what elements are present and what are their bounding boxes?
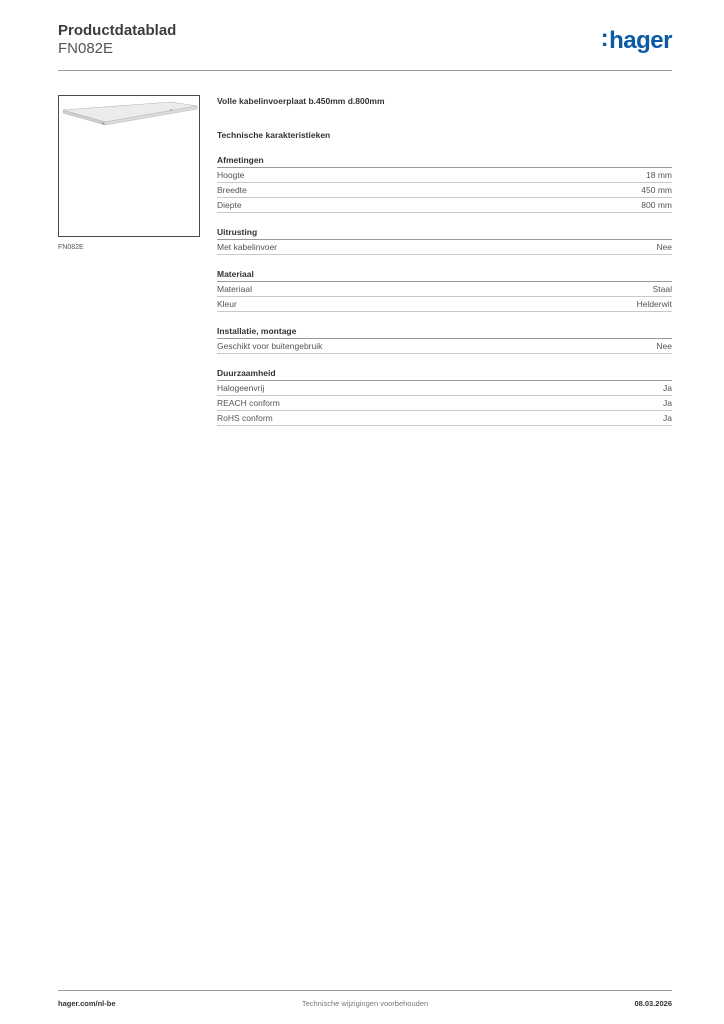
spec-section-sustainability [217, 368, 672, 426]
spec-section-installation [217, 326, 672, 354]
spec-label: Breedte [217, 185, 247, 195]
section-title: Afmetingen [217, 155, 672, 168]
spec-label: Diepte [217, 200, 242, 210]
hager-logo: :hager [600, 25, 672, 54]
spec-label: Hoogte [217, 170, 245, 180]
footer-website: hager.com/nl-be [58, 999, 116, 1008]
section-title: Installatie, montage [217, 326, 672, 339]
footer-date: 08.03.2026 [634, 999, 672, 1008]
spec-label: RoHS conform [217, 413, 273, 423]
spec-section-material [217, 269, 672, 312]
section-title: Duurzaamheid [217, 368, 672, 381]
spec-label: Met kabelinvoer [217, 242, 278, 252]
spec-value: 450 mm [641, 185, 672, 195]
spec-label: Materiaal [217, 284, 252, 294]
spec-row [217, 297, 672, 312]
product-name: Volle kabelinvoerplaat b.450mm d.800mm [217, 96, 385, 106]
spec-section-dimensions [217, 155, 672, 213]
spec-row [217, 381, 672, 396]
spec-value: Staal [652, 284, 672, 294]
product-specs [217, 96, 672, 426]
spec-value: 800 mm [641, 200, 672, 210]
spec-row [217, 339, 672, 354]
spec-value: 18 mm [646, 170, 672, 180]
logo-text: hager [609, 27, 672, 54]
spec-label: REACH conform [217, 398, 280, 408]
footer-note: Technische wijzigingen voorbehouden [301, 999, 429, 1008]
spec-row [217, 183, 672, 198]
spec-row [217, 396, 672, 411]
spec-label: Kleur [217, 299, 237, 309]
image-caption: FN082E [58, 244, 84, 251]
spec-row [217, 240, 672, 255]
spec-label: Halogeenvrij [217, 383, 265, 393]
technical-characteristics-title: Technische karakteristieken [217, 130, 331, 140]
spec-value: Nee [656, 242, 672, 252]
document-title: Productdatablad [58, 22, 177, 39]
section-title: Uitrusting [217, 227, 672, 240]
cable-entry-plate-illustration [59, 96, 200, 237]
page-footer [58, 990, 672, 1011]
product-image [58, 95, 200, 237]
spec-value: Ja [663, 413, 672, 423]
spec-row [217, 282, 672, 297]
product-code: FN082E [58, 40, 114, 57]
spec-value: Ja [663, 383, 672, 393]
spec-label: Geschikt voor buitengebruik [217, 341, 323, 351]
spec-row [217, 168, 672, 183]
section-title: Materiaal [217, 269, 672, 282]
spec-section-equipment [217, 227, 672, 255]
spec-value: Ja [663, 398, 672, 408]
spec-row [217, 411, 672, 426]
spec-value: Helderwit [636, 299, 672, 309]
spec-row [217, 198, 672, 213]
page-header [58, 22, 672, 71]
spec-value: Nee [656, 341, 672, 351]
